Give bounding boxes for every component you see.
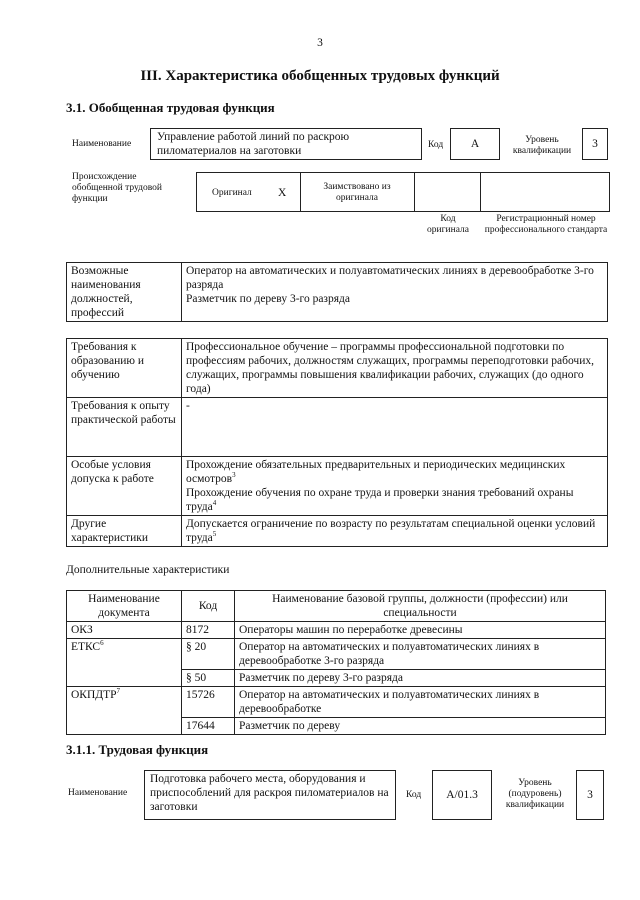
page-number: 3: [317, 37, 323, 49]
doc-cell: [67, 622, 182, 639]
subsection-title: 3.1. Обобщенная трудовая функция: [66, 100, 275, 115]
code-label: Код: [428, 140, 444, 150]
code-value-box: A: [450, 128, 500, 160]
header-cell: Код: [182, 591, 235, 622]
function-name-box: Управление работой линий по раскрою пиломатериалов на заготовки: [150, 128, 422, 160]
footnote-ref: 3: [232, 471, 236, 480]
code-value-box: A/01.3: [432, 770, 492, 820]
requirement-value-line: Прохождение обучения по охране труда и проверки знания требований охраны труда: [186, 487, 574, 513]
name-cell: Оператор на автоматических и полуавтоматических линиях в деревообработке 3-го разряда: [235, 639, 606, 670]
requirement-value: Профессиональное обучение – программы профессиональной подготовки по профессиям рабочих, должностям служащих, программы переподготовки рабочих, служащих, программы повышения квалификации рабочих, служащих (до одного года): [182, 339, 608, 398]
requirement-label: Другие характеристики: [67, 516, 182, 547]
origin-divider: [480, 172, 481, 212]
subsection-title: 3.1.1. Трудовая функция: [66, 742, 209, 757]
header-cell: Наименование документа: [67, 591, 182, 622]
name-cell: Операторы машин по переработке древесины: [235, 622, 606, 639]
footnote-ref: 4: [212, 499, 217, 508]
code-label: Код: [406, 790, 422, 800]
code-original-label: Код оригинала: [427, 214, 469, 235]
additional-title: Дополнительные характеристики: [66, 564, 230, 576]
header-cell: Наименование базовой группы, должности (профессии) или специальности: [235, 591, 606, 622]
name-cell: Разметчик по дереву 3-го разряда: [235, 670, 606, 687]
function-name-box: Подготовка рабочего места, оборудования и приспособлений для раскроя пиломатериалов на заготовки: [144, 770, 396, 820]
name-label: Наименование: [68, 788, 128, 798]
additional-table: [66, 590, 606, 735]
requirement-label: Требования к образованию и обучению: [67, 339, 182, 398]
footnote-ref: 7: [116, 687, 121, 696]
doc-cell: [67, 687, 182, 735]
doc-name: ОКЗ: [71, 624, 93, 636]
level-label: Уровень квалификации: [512, 135, 572, 156]
code-cell: 17644: [182, 718, 235, 735]
table-row: [67, 639, 606, 670]
code-cell: § 50: [182, 670, 235, 687]
requirement-value: [182, 516, 608, 547]
table-row: [67, 622, 606, 639]
level-value-box: 3: [582, 128, 608, 160]
name-label: Наименование: [72, 139, 132, 149]
positions-table: [66, 262, 608, 322]
requirement-value-line: Прохождение обязательных предварительных и периодических медицинских осмотров: [186, 459, 566, 485]
code-cell: 15726: [182, 687, 235, 718]
original-label: Оригинал: [212, 188, 252, 198]
original-mark: X: [278, 187, 287, 199]
level-value-box: 3: [576, 770, 604, 820]
positions-value: Оператор на автоматических и полуавтоматических линиях в деревообработке 3-го разряда Разметчик по дереву 3-го разряда: [182, 263, 608, 322]
table-row: [67, 687, 606, 718]
requirement-value: -: [182, 398, 608, 457]
level-label: Уровень (подуровень) квалификации: [505, 778, 565, 810]
requirement-label: Требования к опыту практической работы: [67, 398, 182, 457]
requirement-label: Особые условия допуска к работе: [67, 457, 182, 516]
footnote-ref: 5: [212, 530, 217, 539]
borrowed-label: Заимствовано из оригинала: [323, 182, 391, 203]
origin-divider: [300, 172, 301, 212]
name-cell: Оператор на автоматических и полуавтоматических линиях в деревообработке: [235, 687, 606, 718]
doc-name: ОКПДТР: [71, 689, 117, 701]
requirements-table: [66, 338, 608, 547]
name-cell: Разметчик по дереву: [235, 718, 606, 735]
footnote-ref: 6: [100, 639, 104, 648]
doc-cell: [67, 639, 182, 687]
positions-label: Возможные наименования должностей, профессий: [67, 263, 182, 322]
reg-number-label: Регистрационный номер профессионального стандарта: [484, 214, 608, 235]
doc-name: ЕТКС: [71, 641, 101, 653]
section-title: III. Характеристика обобщенных трудовых функций: [140, 68, 500, 84]
origin-label: Происхождение обобщенной трудовой функции: [72, 172, 162, 204]
code-cell: § 20: [182, 639, 235, 670]
code-cell: 8172: [182, 622, 235, 639]
requirement-value-text: Допускается ограничение по возрасту по результатам специальной оценки условий труда: [186, 518, 596, 544]
origin-divider: [414, 172, 415, 212]
requirement-value: [182, 457, 608, 516]
